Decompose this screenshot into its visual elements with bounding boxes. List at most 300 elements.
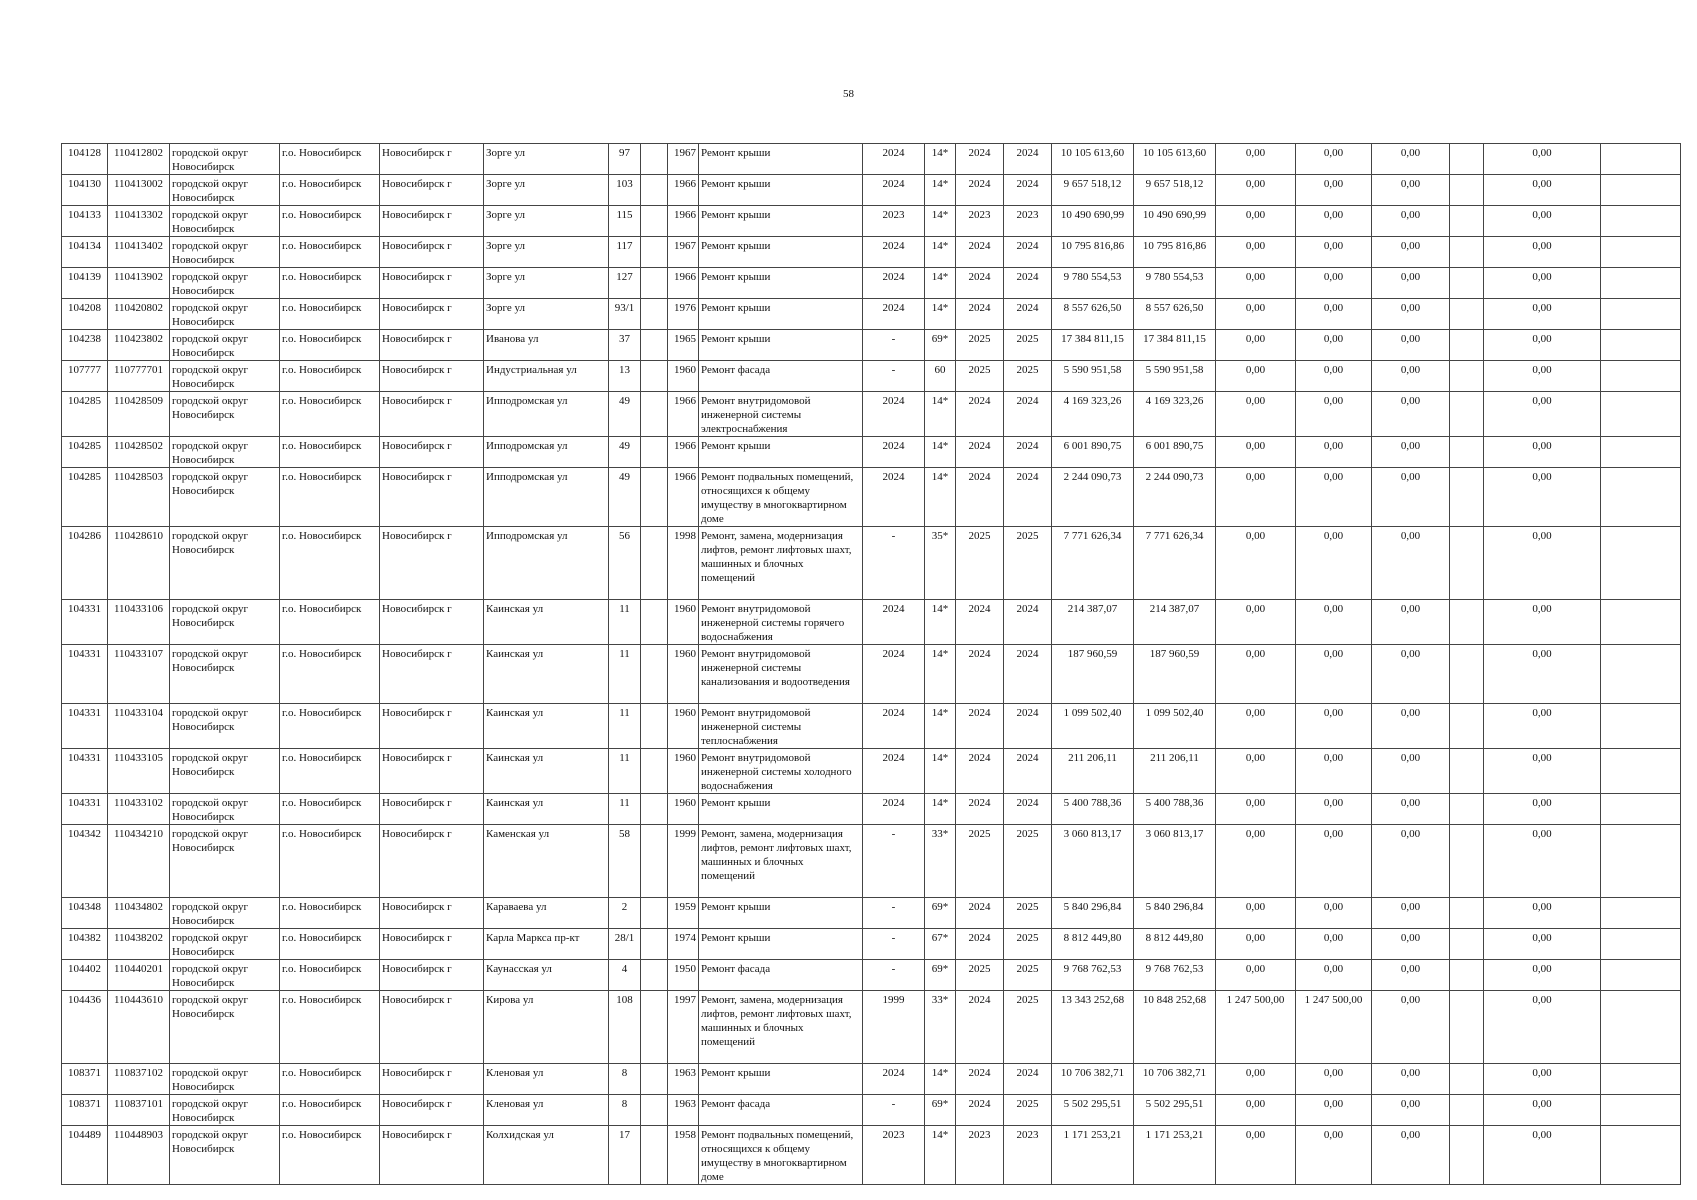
note-cell [1601, 392, 1681, 437]
end-year-cell: 2024 [1004, 468, 1052, 527]
id-cell: 108371 [62, 1095, 108, 1126]
note-cell [1601, 1095, 1681, 1126]
code-cell: 110428503 [108, 468, 170, 527]
code-cell: 110428502 [108, 437, 170, 468]
id-cell: 104489 [62, 1126, 108, 1185]
municipality-cell: г.о. Новосибирск [280, 704, 380, 749]
work-type-cell: Ремонт подвальных помещений, относящихся к общему имуществу в многоквартирном доме [699, 1126, 863, 1185]
code-cell: 110412802 [108, 144, 170, 175]
fund-cost-cell: 10 795 816,86 [1134, 237, 1216, 268]
code-cell: 110433102 [108, 794, 170, 825]
table-row [62, 1064, 1681, 1095]
house-cell: 127 [609, 268, 641, 299]
district-cell: городской округ Новосибирск [170, 794, 280, 825]
other-cell: 0,00 [1484, 960, 1601, 991]
previous-repair-cell: 2023 [863, 206, 925, 237]
code-cell: 110433105 [108, 749, 170, 794]
start-year-cell: 2024 [956, 1095, 1004, 1126]
owners-extra-cell [1450, 527, 1484, 600]
house-cell: 8 [609, 1095, 641, 1126]
house-cell: 49 [609, 437, 641, 468]
total-cost-cell: 8 557 626,50 [1052, 299, 1134, 330]
local-cell: 0,00 [1372, 361, 1450, 392]
end-year-cell: 2024 [1004, 144, 1052, 175]
street-cell: Ипподромская ул [484, 392, 609, 437]
federal-cell: 0,00 [1216, 361, 1296, 392]
local-cell: 0,00 [1372, 749, 1450, 794]
regional-cell: 0,00 [1296, 392, 1372, 437]
code-cell: 110413302 [108, 206, 170, 237]
end-year-cell: 2024 [1004, 749, 1052, 794]
municipality-cell: г.о. Новосибирск [280, 794, 380, 825]
owners-extra-cell [1450, 794, 1484, 825]
federal-cell: 0,00 [1216, 206, 1296, 237]
city-cell: Новосибирск г [380, 749, 484, 794]
year-cell: 1997 [668, 991, 699, 1064]
start-year-cell: 2024 [956, 468, 1004, 527]
district-cell: городской округ Новосибирск [170, 361, 280, 392]
house-cell: 28/1 [609, 929, 641, 960]
city-cell: Новосибирск г [380, 361, 484, 392]
previous-repair-cell: 2024 [863, 144, 925, 175]
total-cost-cell: 13 343 252,68 [1052, 991, 1134, 1064]
year-cell: 1966 [668, 175, 699, 206]
start-year-cell: 2024 [956, 144, 1004, 175]
flag-cell [641, 929, 668, 960]
other-cell: 0,00 [1484, 437, 1601, 468]
street-cell: Зорге ул [484, 268, 609, 299]
city-cell: Новосибирск г [380, 330, 484, 361]
year-cell: 1999 [668, 825, 699, 898]
local-cell: 0,00 [1372, 299, 1450, 330]
total-cost-cell: 9 657 518,12 [1052, 175, 1134, 206]
owners-extra-cell [1450, 929, 1484, 960]
regional-cell: 0,00 [1296, 1126, 1372, 1185]
municipality-cell: г.о. Новосибирск [280, 898, 380, 929]
local-cell: 0,00 [1372, 268, 1450, 299]
id-cell: 104342 [62, 825, 108, 898]
work-type-cell: Ремонт крыши [699, 330, 863, 361]
norm-cell: 14* [925, 1064, 956, 1095]
work-type-cell: Ремонт крыши [699, 144, 863, 175]
start-year-cell: 2024 [956, 704, 1004, 749]
start-year-cell: 2024 [956, 600, 1004, 645]
previous-repair-cell: 2024 [863, 704, 925, 749]
street-cell: Индустриальная ул [484, 361, 609, 392]
previous-repair-cell: 2024 [863, 437, 925, 468]
municipality-cell: г.о. Новосибирск [280, 527, 380, 600]
owners-extra-cell [1450, 144, 1484, 175]
work-type-cell: Ремонт фасада [699, 361, 863, 392]
regional-cell: 0,00 [1296, 749, 1372, 794]
federal-cell: 0,00 [1216, 330, 1296, 361]
municipality-cell: г.о. Новосибирск [280, 825, 380, 898]
end-year-cell: 2024 [1004, 1064, 1052, 1095]
end-year-cell: 2025 [1004, 1095, 1052, 1126]
local-cell: 0,00 [1372, 704, 1450, 749]
regional-cell: 0,00 [1296, 144, 1372, 175]
city-cell: Новосибирск г [380, 268, 484, 299]
local-cell: 0,00 [1372, 206, 1450, 237]
city-cell: Новосибирск г [380, 898, 484, 929]
note-cell [1601, 749, 1681, 794]
table-row [62, 299, 1681, 330]
federal-cell: 0,00 [1216, 437, 1296, 468]
year-cell: 1963 [668, 1064, 699, 1095]
flag-cell [641, 468, 668, 527]
previous-repair-cell: 2024 [863, 392, 925, 437]
city-cell: Новосибирск г [380, 825, 484, 898]
street-cell: Ипподромская ул [484, 468, 609, 527]
municipality-cell: г.о. Новосибирск [280, 991, 380, 1064]
fund-cost-cell: 6 001 890,75 [1134, 437, 1216, 468]
year-cell: 1966 [668, 206, 699, 237]
house-cell: 49 [609, 468, 641, 527]
table-row [62, 144, 1681, 175]
total-cost-cell: 7 771 626,34 [1052, 527, 1134, 600]
total-cost-cell: 3 060 813,17 [1052, 825, 1134, 898]
other-cell: 0,00 [1484, 237, 1601, 268]
owners-extra-cell [1450, 330, 1484, 361]
other-cell: 0,00 [1484, 1095, 1601, 1126]
norm-cell: 14* [925, 749, 956, 794]
note-cell [1601, 929, 1681, 960]
start-year-cell: 2024 [956, 929, 1004, 960]
street-cell: Каинская ул [484, 704, 609, 749]
owners-extra-cell [1450, 237, 1484, 268]
district-cell: городской округ Новосибирск [170, 175, 280, 206]
street-cell: Колхидская ул [484, 1126, 609, 1185]
fund-cost-cell: 9 768 762,53 [1134, 960, 1216, 991]
norm-cell: 14* [925, 437, 956, 468]
id-cell: 104128 [62, 144, 108, 175]
norm-cell: 14* [925, 392, 956, 437]
note-cell [1601, 268, 1681, 299]
table-row [62, 704, 1681, 749]
total-cost-cell: 10 706 382,71 [1052, 1064, 1134, 1095]
table-row [62, 392, 1681, 437]
regional-cell: 0,00 [1296, 898, 1372, 929]
year-cell: 1960 [668, 794, 699, 825]
total-cost-cell: 5 400 788,36 [1052, 794, 1134, 825]
city-cell: Новосибирск г [380, 527, 484, 600]
district-cell: городской округ Новосибирск [170, 960, 280, 991]
other-cell: 0,00 [1484, 1064, 1601, 1095]
street-cell: Каинская ул [484, 645, 609, 704]
previous-repair-cell: 2024 [863, 175, 925, 206]
total-cost-cell: 5 590 951,58 [1052, 361, 1134, 392]
start-year-cell: 2024 [956, 437, 1004, 468]
year-cell: 1967 [668, 237, 699, 268]
flag-cell [641, 361, 668, 392]
id-cell: 104208 [62, 299, 108, 330]
table-row [62, 437, 1681, 468]
regional-cell: 0,00 [1296, 1064, 1372, 1095]
note-cell [1601, 1126, 1681, 1185]
norm-cell: 33* [925, 991, 956, 1064]
code-cell: 110448903 [108, 1126, 170, 1185]
table-row [62, 991, 1681, 1064]
work-type-cell: Ремонт крыши [699, 929, 863, 960]
previous-repair-cell: - [863, 960, 925, 991]
owners-extra-cell [1450, 1095, 1484, 1126]
municipality-cell: г.о. Новосибирск [280, 749, 380, 794]
municipality-cell: г.о. Новосибирск [280, 299, 380, 330]
federal-cell: 0,00 [1216, 825, 1296, 898]
year-cell: 1960 [668, 600, 699, 645]
municipality-cell: г.о. Новосибирск [280, 600, 380, 645]
fund-cost-cell: 5 840 296,84 [1134, 898, 1216, 929]
owners-extra-cell [1450, 749, 1484, 794]
total-cost-cell: 10 490 690,99 [1052, 206, 1134, 237]
previous-repair-cell: - [863, 929, 925, 960]
municipality-cell: г.о. Новосибирск [280, 144, 380, 175]
work-type-cell: Ремонт внутридомовой инженерной системы теплоснабжения [699, 704, 863, 749]
norm-cell: 14* [925, 268, 956, 299]
owners-extra-cell [1450, 392, 1484, 437]
work-type-cell: Ремонт внутридомовой инженерной системы горячего водоснабжения [699, 600, 863, 645]
house-cell: 11 [609, 749, 641, 794]
other-cell: 0,00 [1484, 794, 1601, 825]
note-cell [1601, 527, 1681, 600]
house-cell: 56 [609, 527, 641, 600]
note-cell [1601, 704, 1681, 749]
start-year-cell: 2023 [956, 206, 1004, 237]
end-year-cell: 2025 [1004, 898, 1052, 929]
id-cell: 104382 [62, 929, 108, 960]
fund-cost-cell: 10 490 690,99 [1134, 206, 1216, 237]
end-year-cell: 2024 [1004, 437, 1052, 468]
fund-cost-cell: 3 060 813,17 [1134, 825, 1216, 898]
other-cell: 0,00 [1484, 392, 1601, 437]
local-cell: 0,00 [1372, 175, 1450, 206]
federal-cell: 0,00 [1216, 299, 1296, 330]
district-cell: городской округ Новосибирск [170, 1095, 280, 1126]
start-year-cell: 2023 [956, 1126, 1004, 1185]
code-cell: 110443610 [108, 991, 170, 1064]
end-year-cell: 2025 [1004, 527, 1052, 600]
previous-repair-cell: - [863, 898, 925, 929]
previous-repair-cell: 2024 [863, 268, 925, 299]
start-year-cell: 2025 [956, 527, 1004, 600]
start-year-cell: 2024 [956, 175, 1004, 206]
previous-repair-cell: - [863, 825, 925, 898]
norm-cell: 14* [925, 175, 956, 206]
start-year-cell: 2024 [956, 794, 1004, 825]
norm-cell: 14* [925, 600, 956, 645]
start-year-cell: 2024 [956, 237, 1004, 268]
work-type-cell: Ремонт фасада [699, 1095, 863, 1126]
city-cell: Новосибирск г [380, 237, 484, 268]
table-row [62, 794, 1681, 825]
id-cell: 104331 [62, 794, 108, 825]
id-cell: 107777 [62, 361, 108, 392]
district-cell: городской округ Новосибирск [170, 825, 280, 898]
norm-cell: 69* [925, 960, 956, 991]
total-cost-cell: 6 001 890,75 [1052, 437, 1134, 468]
year-cell: 1966 [668, 468, 699, 527]
work-type-cell: Ремонт внутридомовой инженерной системы канализования и водоотведения [699, 645, 863, 704]
previous-repair-cell: 2024 [863, 299, 925, 330]
year-cell: 1959 [668, 898, 699, 929]
end-year-cell: 2023 [1004, 206, 1052, 237]
flag-cell [641, 645, 668, 704]
total-cost-cell: 17 384 811,15 [1052, 330, 1134, 361]
start-year-cell: 2024 [956, 645, 1004, 704]
year-cell: 1960 [668, 704, 699, 749]
regional-cell: 0,00 [1296, 437, 1372, 468]
district-cell: городской округ Новосибирск [170, 527, 280, 600]
local-cell: 0,00 [1372, 330, 1450, 361]
city-cell: Новосибирск г [380, 437, 484, 468]
street-cell: Зорге ул [484, 175, 609, 206]
owners-extra-cell [1450, 206, 1484, 237]
work-type-cell: Ремонт крыши [699, 206, 863, 237]
other-cell: 0,00 [1484, 991, 1601, 1064]
code-cell: 110438202 [108, 929, 170, 960]
end-year-cell: 2024 [1004, 237, 1052, 268]
total-cost-cell: 1 099 502,40 [1052, 704, 1134, 749]
city-cell: Новосибирск г [380, 468, 484, 527]
year-cell: 1950 [668, 960, 699, 991]
fund-cost-cell: 1 099 502,40 [1134, 704, 1216, 749]
id-cell: 108371 [62, 1064, 108, 1095]
total-cost-cell: 10 105 613,60 [1052, 144, 1134, 175]
previous-repair-cell: - [863, 1095, 925, 1126]
previous-repair-cell: 2023 [863, 1126, 925, 1185]
id-cell: 104402 [62, 960, 108, 991]
owners-extra-cell [1450, 825, 1484, 898]
district-cell: городской округ Новосибирск [170, 929, 280, 960]
fund-cost-cell: 7 771 626,34 [1134, 527, 1216, 600]
total-cost-cell: 4 169 323,26 [1052, 392, 1134, 437]
code-cell: 110433107 [108, 645, 170, 704]
local-cell: 0,00 [1372, 1095, 1450, 1126]
house-cell: 11 [609, 794, 641, 825]
municipality-cell: г.о. Новосибирск [280, 392, 380, 437]
id-cell: 104331 [62, 645, 108, 704]
regional-cell: 0,00 [1296, 206, 1372, 237]
end-year-cell: 2024 [1004, 175, 1052, 206]
work-type-cell: Ремонт крыши [699, 1064, 863, 1095]
regional-cell: 0,00 [1296, 361, 1372, 392]
federal-cell: 0,00 [1216, 144, 1296, 175]
local-cell: 0,00 [1372, 437, 1450, 468]
house-cell: 8 [609, 1064, 641, 1095]
city-cell: Новосибирск г [380, 704, 484, 749]
fund-cost-cell: 5 590 951,58 [1134, 361, 1216, 392]
other-cell: 0,00 [1484, 268, 1601, 299]
owners-extra-cell [1450, 1126, 1484, 1185]
work-type-cell: Ремонт крыши [699, 175, 863, 206]
other-cell: 0,00 [1484, 330, 1601, 361]
code-cell: 110434802 [108, 898, 170, 929]
note-cell [1601, 468, 1681, 527]
flag-cell [641, 206, 668, 237]
note-cell [1601, 437, 1681, 468]
street-cell: Каменская ул [484, 825, 609, 898]
id-cell: 104285 [62, 437, 108, 468]
regional-cell: 0,00 [1296, 468, 1372, 527]
regional-cell: 0,00 [1296, 175, 1372, 206]
note-cell [1601, 794, 1681, 825]
end-year-cell: 2025 [1004, 929, 1052, 960]
owners-extra-cell [1450, 361, 1484, 392]
local-cell: 0,00 [1372, 825, 1450, 898]
other-cell: 0,00 [1484, 299, 1601, 330]
start-year-cell: 2025 [956, 960, 1004, 991]
work-type-cell: Ремонт крыши [699, 794, 863, 825]
regional-cell: 0,00 [1296, 600, 1372, 645]
street-cell: Иванова ул [484, 330, 609, 361]
year-cell: 1976 [668, 299, 699, 330]
norm-cell: 14* [925, 206, 956, 237]
id-cell: 104238 [62, 330, 108, 361]
end-year-cell: 2024 [1004, 268, 1052, 299]
street-cell: Каунасская ул [484, 960, 609, 991]
regional-cell: 0,00 [1296, 704, 1372, 749]
city-cell: Новосибирск г [380, 1064, 484, 1095]
page-number: 58 [843, 88, 854, 100]
capital-repair-table [61, 143, 1681, 1185]
house-cell: 11 [609, 600, 641, 645]
local-cell: 0,00 [1372, 929, 1450, 960]
year-cell: 1967 [668, 144, 699, 175]
fund-cost-cell: 10 848 252,68 [1134, 991, 1216, 1064]
federal-cell: 0,00 [1216, 600, 1296, 645]
other-cell: 0,00 [1484, 1126, 1601, 1185]
norm-cell: 14* [925, 794, 956, 825]
flag-cell [641, 437, 668, 468]
work-type-cell: Ремонт крыши [699, 237, 863, 268]
street-cell: Зорге ул [484, 299, 609, 330]
other-cell: 0,00 [1484, 175, 1601, 206]
street-cell: Каинская ул [484, 794, 609, 825]
start-year-cell: 2024 [956, 991, 1004, 1064]
year-cell: 1960 [668, 361, 699, 392]
table-row [62, 361, 1681, 392]
id-cell: 104133 [62, 206, 108, 237]
house-cell: 49 [609, 392, 641, 437]
city-cell: Новосибирск г [380, 175, 484, 206]
district-cell: городской округ Новосибирск [170, 392, 280, 437]
municipality-cell: г.о. Новосибирск [280, 175, 380, 206]
house-cell: 11 [609, 704, 641, 749]
table-row [62, 1095, 1681, 1126]
year-cell: 1966 [668, 392, 699, 437]
district-cell: городской округ Новосибирск [170, 144, 280, 175]
flag-cell [641, 749, 668, 794]
id-cell: 104130 [62, 175, 108, 206]
district-cell: городской округ Новосибирск [170, 991, 280, 1064]
code-cell: 110428610 [108, 527, 170, 600]
flag-cell [641, 1064, 668, 1095]
street-cell: Каинская ул [484, 600, 609, 645]
note-cell [1601, 825, 1681, 898]
street-cell: Ипподромская ул [484, 527, 609, 600]
fund-cost-cell: 17 384 811,15 [1134, 330, 1216, 361]
owners-extra-cell [1450, 175, 1484, 206]
flag-cell [641, 330, 668, 361]
norm-cell: 14* [925, 704, 956, 749]
municipality-cell: г.о. Новосибирск [280, 361, 380, 392]
city-cell: Новосибирск г [380, 645, 484, 704]
norm-cell: 69* [925, 1095, 956, 1126]
local-cell: 0,00 [1372, 468, 1450, 527]
code-cell: 110413002 [108, 175, 170, 206]
regional-cell: 0,00 [1296, 825, 1372, 898]
district-cell: городской округ Новосибирск [170, 1064, 280, 1095]
